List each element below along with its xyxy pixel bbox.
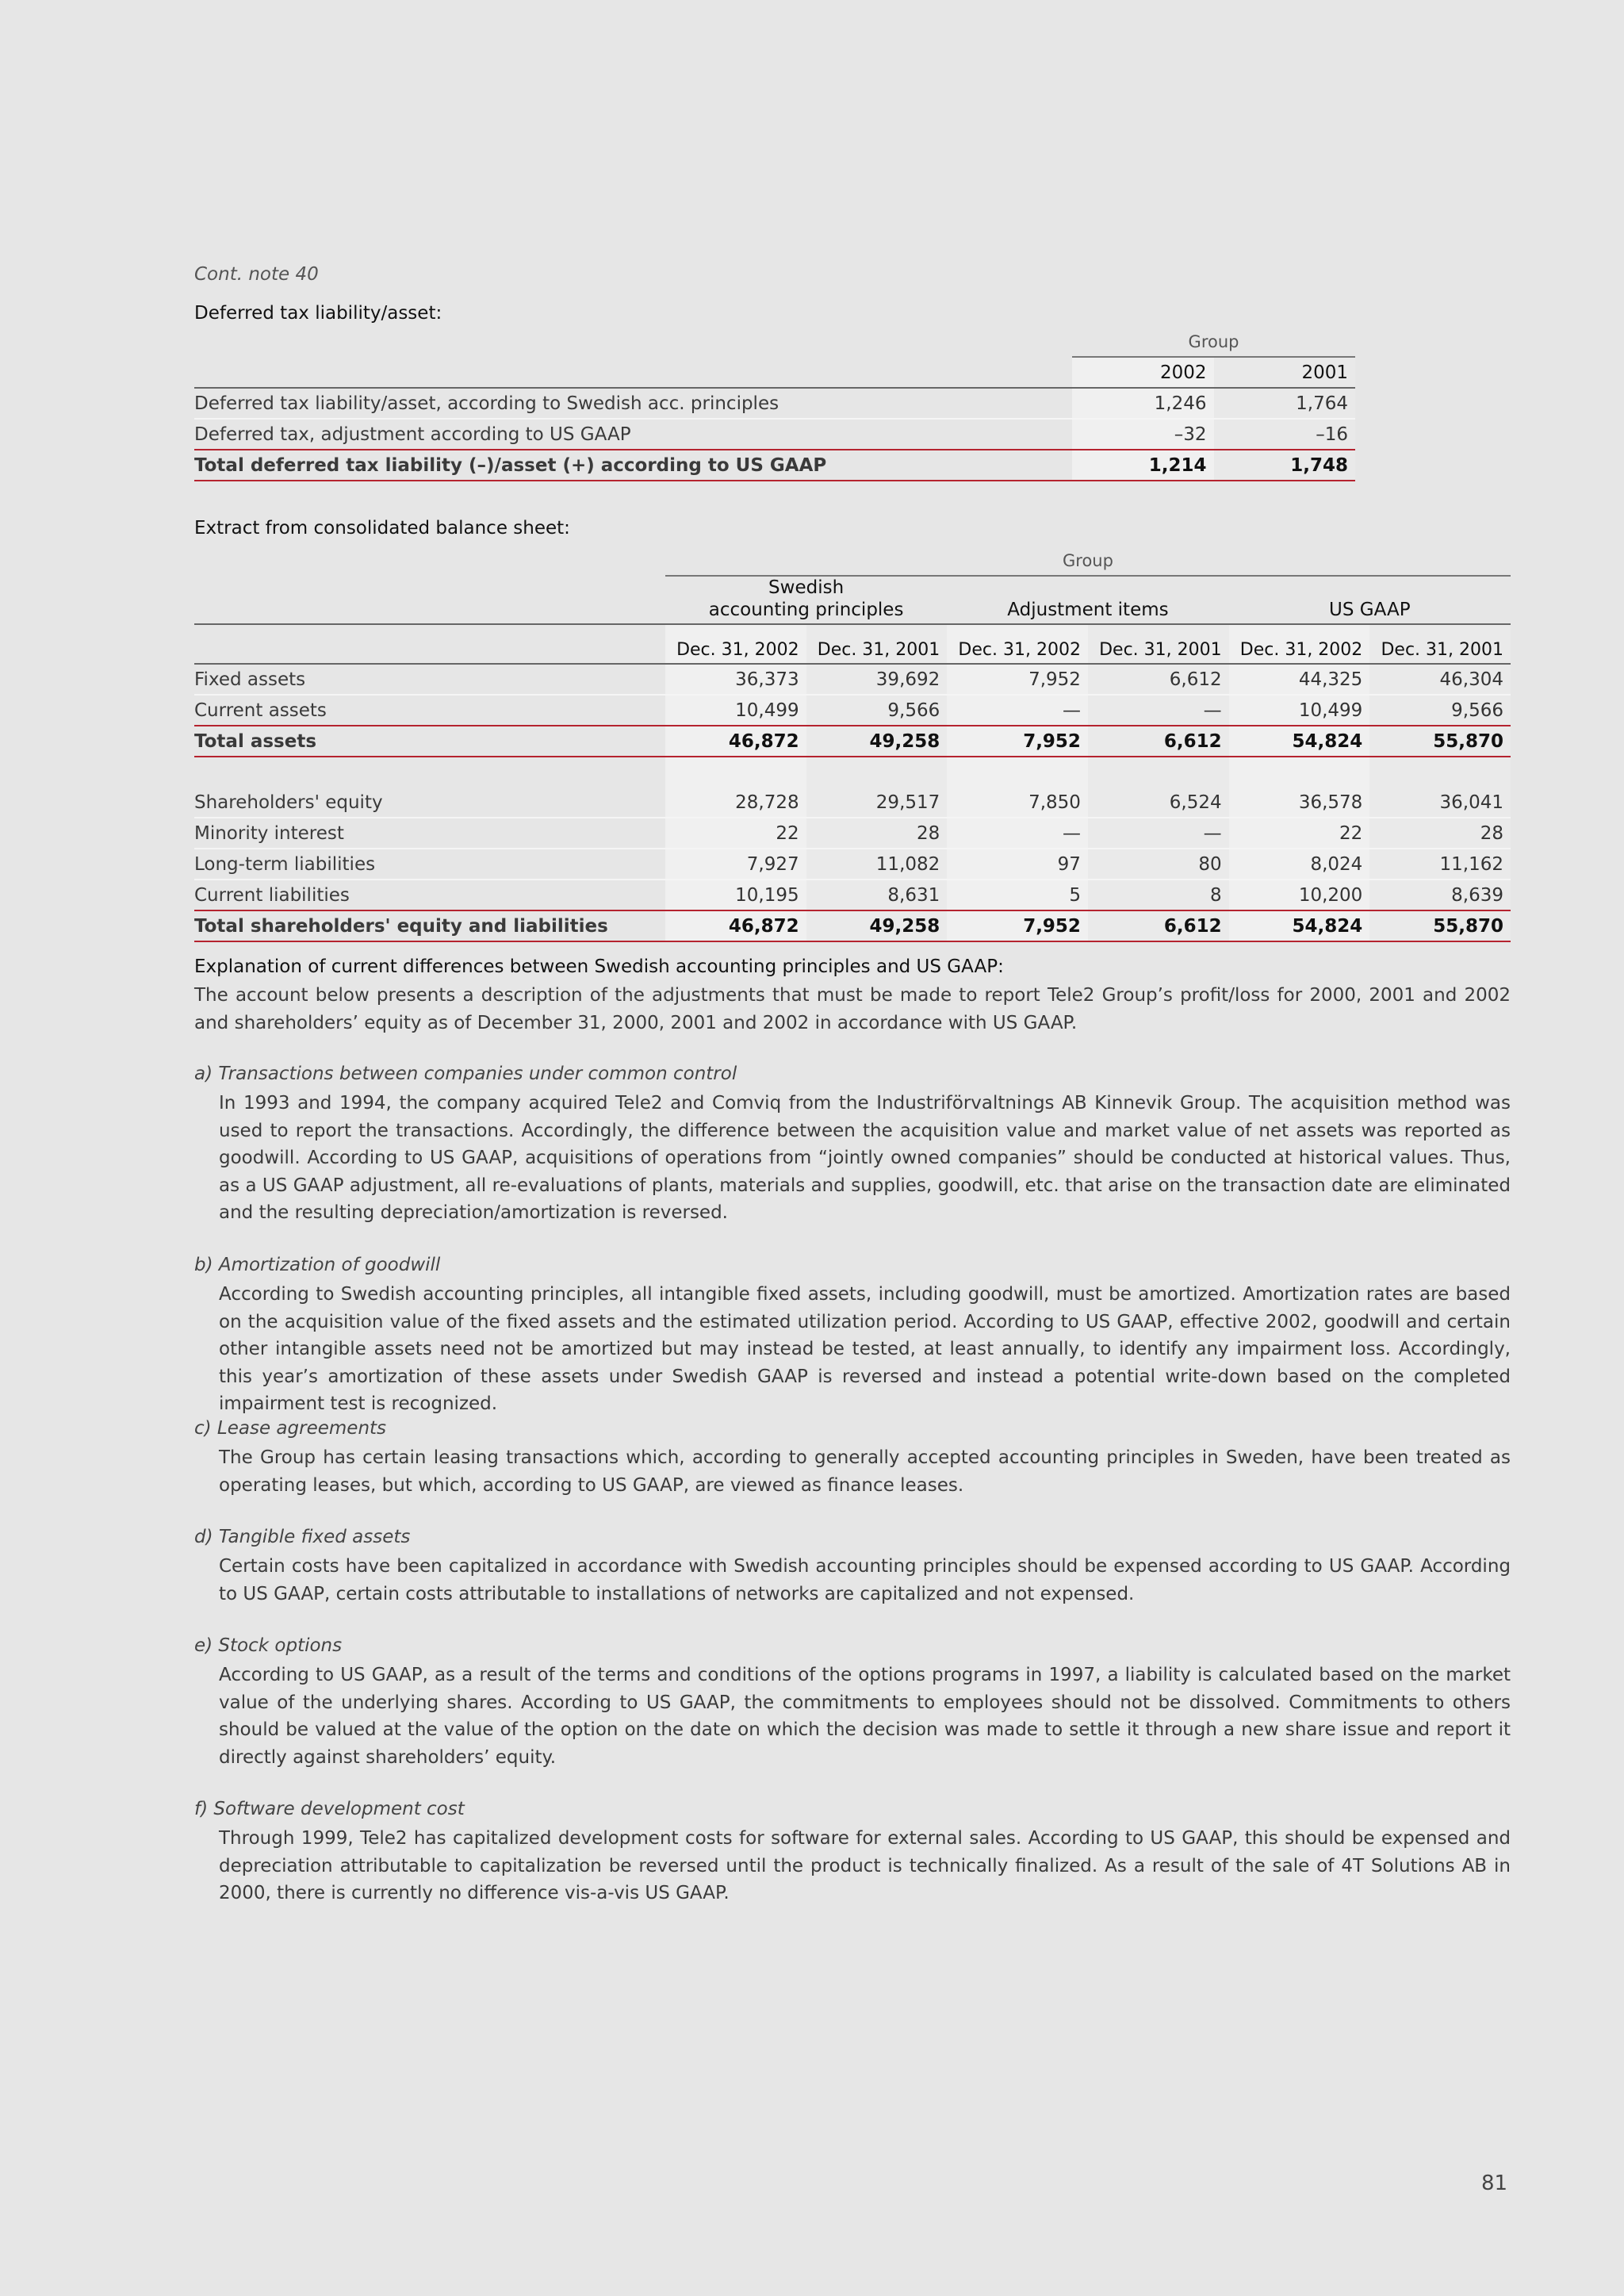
cell-value: 28,728 [665,788,806,818]
row-label: Deferred tax, adjustment according to US GAAP [194,424,631,445]
balance-group-label: Group [665,546,1511,576]
year-2002-header: 2002 [1072,357,1213,388]
cell-value: 7,850 [947,788,1088,818]
cell-value: 5 [947,880,1088,910]
table-row [194,818,1511,849]
cell-value: 46,304 [1369,664,1511,695]
date-header: Dec. 31, 2001 [1369,624,1511,664]
cell-value: –32 [1072,419,1213,450]
section-body: Certain costs have been capitalized in accordance with Swedish accounting principles should be expensed according to US GAAP. According to US GAAP, certain costs attributable to installations of networks are capitalized and not expensed. [219,1556,1511,1604]
section-title: e) Stock options [194,1635,343,1656]
cell-value: — [947,818,1088,849]
row-label: Shareholders' equity [194,788,665,818]
cell-value: 55,870 [1369,910,1511,941]
col-group-line: accounting principles [708,600,904,620]
total-row [194,450,1355,481]
cell-value: 9,566 [1369,695,1511,726]
section-title: b) Amortization of goodwill [194,1255,441,1275]
cell-value: 8,631 [806,880,948,910]
table-row [194,388,1355,419]
cell-value: 11,162 [1369,849,1511,880]
year-2001-header: 2001 [1214,357,1355,388]
cell-value: 11,082 [806,849,948,880]
cell-value: 7,952 [947,910,1088,941]
cell-value: 29,517 [806,788,948,818]
date-header: Dec. 31, 2002 [1229,624,1370,664]
table-row [194,880,1511,910]
cell-value: 28 [1369,818,1511,849]
row-label: Current assets [194,700,327,721]
cell-value: 22 [1229,818,1370,849]
date-header: Dec. 31, 2001 [1088,624,1229,664]
cell-value: 8,024 [1229,849,1370,880]
section-body: In 1993 and 1994, the company acquired Tele2 and Comviq from the Industriförvaltnings AB Kinnevik Group. The acquisition method was used to report the transactions. Accordingly, the difference between the acquisition value and market value of net assets was reported as goodwill. According to US GAAP, acquisitions of operations from “jointly owned companies” should be conducted at historical values. Thus, as a US GAAP adjustment, all re-evaluations of plants, materials and supplies, goodwill, etc. that arise on the transaction date are eliminated and the resulting depreciation/amortization is reversed. [219,1093,1511,1223]
cell-value: 39,692 [806,664,948,695]
cell-value: 7,927 [665,849,806,880]
cell-value: 9,566 [806,695,948,726]
cell-value: 6,612 [1088,910,1229,941]
cell-value: — [1088,695,1229,726]
cell-value: 44,325 [1229,664,1370,695]
cell-value: 49,258 [806,726,948,757]
deferred-group-label: Group [1072,328,1355,357]
section-body: Through 1999, Tele2 has capitalized development costs for software for external sales. According to US GAAP, this should be expensed and depreciation attributable to capitalization be reversed until the product is technically finalized. As a result of the sale of 4T Solutions AB in 2000, there is currently no difference vis-a-vis US GAAP. [219,1828,1511,1903]
table-row [194,849,1511,880]
cell-value: 28 [806,818,948,849]
date-header: Dec. 31, 2002 [947,624,1088,664]
cell-value: 1,764 [1214,388,1355,419]
cell-value: 6,612 [1088,664,1229,695]
cell-value: 7,952 [947,664,1088,695]
balance-title: Extract from consolidated balance sheet: [194,518,570,539]
table-row [194,664,1511,695]
cell-value: 8 [1088,880,1229,910]
row-label: Fixed assets [194,664,665,695]
row-label: Deferred tax liability/asset, according to Swedish acc. principles [194,388,1072,419]
cell-value: 1,748 [1214,450,1355,481]
explanation-title: Explanation of current differences between Swedish accounting principles and US GAAP: [194,956,1004,977]
row-label: Total deferred tax liability (–)/asset (+) according to US GAAP [194,450,1072,481]
section-body: The Group has certain leasing transactions which, according to generally accepted accounting principles in Sweden, have been treated as operating leases, but which, according to US GAAP, are viewed as finance leases. [219,1447,1511,1496]
explanation-intro: The account below presents a description of the adjustments that must be made to report Tele2 Group’s profit/loss for 2000, 2001 and 2002 and shareholders’ equity as of December 31, 2000, 2001 and 2002 in accordance with US GAAP. [194,985,1511,1033]
cell-value: 6,524 [1088,788,1229,818]
section-title: c) Lease agreements [194,1418,387,1439]
cell-value: 54,824 [1229,726,1370,757]
cell-value: 1,246 [1072,388,1213,419]
col-group-swedish [665,576,947,624]
cell-value: 46,872 [665,726,806,757]
table-row [194,695,1511,726]
cell-value: 97 [947,849,1088,880]
section-body: According to Swedish accounting principles, all intangible fixed assets, including goodwill, must be amortized. Amortization rates are based on the acquisition value of the fixed assets and the estimated utilization period. According to US GAAP, effective 2002, goodwill and certain other intangible assets need not be amortized but may instead be tested, at least annually, to identify any impairment loss. Accordingly, this year’s amortization of these assets under Swedish GAAP is reversed and instead a potential write-down based on the completed impairment test is recognized. [219,1284,1511,1414]
cell-value: 10,195 [665,880,806,910]
cell-value: 36,578 [1229,788,1370,818]
cell-value: 54,824 [1229,910,1370,941]
section-title: d) Tangible fixed assets [194,1527,411,1547]
cell-value: 36,373 [665,664,806,695]
col-group-line: Swedish [768,577,845,598]
section-title: a) Transactions between companies under common control [194,1064,737,1084]
date-header: Dec. 31, 2002 [665,624,806,664]
cell-value: –16 [1214,419,1355,450]
cell-value: 7,952 [947,726,1088,757]
row-label: Current liabilities [194,884,350,906]
total-row [194,910,1511,941]
total-row [194,726,1511,757]
cell-value: 10,499 [665,695,806,726]
table-row [194,788,1511,818]
deferred-tax-table [194,328,1355,481]
date-header: Dec. 31, 2001 [806,624,948,664]
balance-sheet-table [194,546,1511,942]
row-label: Total assets [194,726,665,757]
row-label: Long-term liabilities [194,849,665,880]
cell-value: 80 [1088,849,1229,880]
row-label: Minority interest [194,818,665,849]
cell-value: 36,041 [1369,788,1511,818]
section-title: f) Software development cost [194,1799,465,1819]
page-number: 81 [1481,2171,1508,2195]
section-body: According to US GAAP, as a result of the terms and conditions of the options programs in 1997, a liability is calculated based on the market value of the underlying shares. According to US GAAP, the commitments to employees should not be dissolved. Commitments to others should be valued at the value of the option on the date on which the decision was made to settle it through a new share issue and report it directly against shareholders’ equity. [219,1665,1511,1768]
cell-value: 49,258 [806,910,948,941]
table-row [194,419,1355,450]
cell-value: 22 [665,818,806,849]
cell-value: 10,200 [1229,880,1370,910]
cell-value: 46,872 [665,910,806,941]
cell-value: 55,870 [1369,726,1511,757]
col-group-adjustment: Adjustment items [947,576,1228,624]
cell-value: 1,214 [1072,450,1213,481]
cell-value: 6,612 [1088,726,1229,757]
col-group-usgaap: US GAAP [1229,576,1511,624]
deferred-title: Deferred tax liability/asset: [194,303,442,324]
row-label: Total shareholders' equity and liabilities [194,910,665,941]
cell-value: — [1088,818,1229,849]
cell-value: — [947,695,1088,726]
cell-value: 8,639 [1369,880,1511,910]
cell-value: 10,499 [1229,695,1370,726]
cont-note: Cont. note 40 [194,264,319,285]
